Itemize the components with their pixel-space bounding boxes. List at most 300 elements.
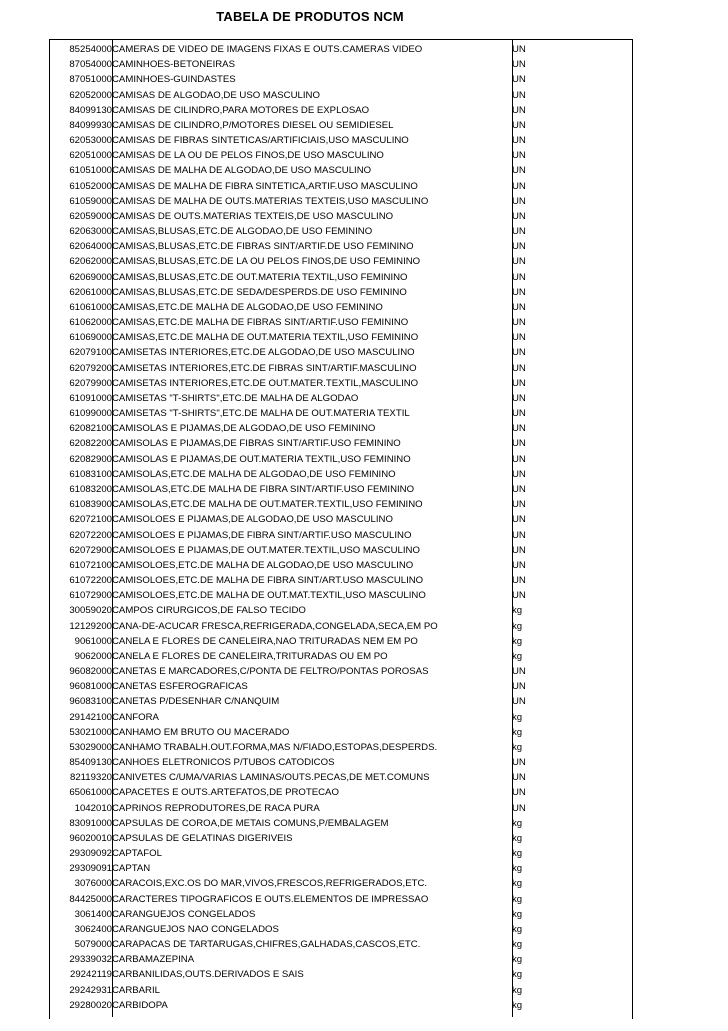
unit-of-measure: kg	[512, 605, 523, 617]
ncm-code: 61069000	[69, 332, 112, 344]
ncm-code: 85409130	[69, 757, 112, 769]
product-description: CARBIDOPA	[112, 999, 168, 1011]
unit-of-measure: UN	[512, 241, 526, 253]
table-row	[50, 103, 632, 118]
unit-of-measure: kg	[512, 908, 523, 920]
product-description: CAMISAS,ETC.DE MALHA DE ALGODAO,DE USO FEMININO	[112, 301, 383, 313]
product-description: CAMISOLOES E PIJAMAS,DE OUT.MATER.TEXTIL,USO MASCULINO	[112, 544, 420, 556]
ncm-code-cell	[50, 179, 112, 194]
product-description: CANETAS E MARCADORES,C/PONTA DE FELTRO/PONTAS POROSAS	[112, 666, 429, 678]
table-row	[50, 88, 632, 103]
table-row	[50, 983, 632, 998]
ncm-code: 3076000	[74, 878, 112, 890]
ncm-code-cell	[50, 861, 112, 876]
unit-of-measure: UN	[512, 666, 526, 678]
ncm-code: 62052000	[69, 89, 112, 101]
product-description: CARACOIS,EXC.OS DO MAR,VIVOS,FRESCOS,REFRIGERADOS,ETC.	[112, 878, 428, 890]
product-description: CAMISAS,BLUSAS,ETC.DE FIBRAS SINT/ARTIF.DE USO FEMININO	[112, 241, 414, 253]
ncm-code-cell	[50, 118, 112, 133]
product-description: CAPTAFOL	[112, 848, 162, 860]
table-row	[50, 801, 632, 816]
unit-of-measure: UN	[512, 347, 526, 359]
table-row	[50, 194, 632, 209]
ncm-code: 29309091	[69, 863, 112, 875]
ncm-code: 62069000	[69, 271, 112, 283]
product-description: CAMISOLOES,ETC.DE MALHA DE FIBRA SINT/ART.USO MASCULINO	[112, 575, 424, 587]
product-description: CARAPACAS DE TARTARUGAS,CHIFRES,GALHADAS,CASCOS,ETC.	[112, 939, 421, 951]
table-row	[50, 588, 632, 603]
ncm-code: 85254000	[69, 44, 112, 55]
table-row	[50, 224, 632, 239]
unit-of-measure: kg	[512, 984, 523, 996]
unit-of-measure: UN	[512, 757, 526, 769]
ncm-code-cell	[50, 345, 112, 360]
ncm-code-cell	[50, 497, 112, 512]
ncm-code: 96082000	[69, 666, 112, 678]
ncm-code: 62072100	[69, 514, 112, 526]
ncm-code: 61061000	[69, 301, 112, 313]
product-description: CAMISAS DE CILINDRO,P/MOTORES DIESEL OU SEMIDIESEL	[112, 119, 394, 131]
ncm-code: 96081000	[69, 681, 112, 693]
product-description: CAMISOLAS E PIJAMAS,DE OUT.MATERIA TEXTIL,USO FEMININO	[112, 453, 411, 465]
ncm-code-cell	[50, 983, 112, 998]
table-row	[50, 72, 632, 87]
ncm-code: 62064000	[69, 241, 112, 253]
table-row	[50, 482, 632, 497]
ncm-code: 62061000	[69, 286, 112, 298]
ncm-code-cell	[50, 755, 112, 770]
ncm-code: 62082100	[69, 423, 112, 435]
unit-of-measure: UN	[512, 301, 526, 313]
ncm-code-cell	[50, 148, 112, 163]
table-row	[50, 376, 632, 391]
product-description: CAMISAS,ETC.DE MALHA DE OUT.MATERIA TEXTIL,USO FEMININO	[112, 332, 419, 344]
ncm-code-cell	[50, 361, 112, 376]
unit-of-measure: UN	[512, 150, 526, 162]
ncm-code: 62072200	[69, 529, 112, 541]
table-row	[50, 725, 632, 740]
ncm-code-cell	[50, 664, 112, 679]
table-row	[50, 876, 632, 891]
table-row	[50, 300, 632, 315]
product-description: CANELA E FLORES DE CANELEIRA,TRITURADAS OU EM PO	[112, 650, 388, 662]
ncm-code-cell	[50, 482, 112, 497]
ncm-code-cell	[50, 952, 112, 967]
product-description: CAMISETAS INTERIORES,ETC.DE FIBRAS SINT/ARTIF.MASCULINO	[112, 362, 417, 374]
ncm-code-cell	[50, 922, 112, 937]
ncm-code: 87051000	[69, 74, 112, 86]
table-row	[50, 436, 632, 451]
ncm-code: 53021000	[69, 726, 112, 738]
unit-of-measure: UN	[512, 802, 526, 814]
table-row	[50, 512, 632, 527]
table-row	[50, 285, 632, 300]
product-description: CAMISAS DE CILINDRO,PARA MOTORES DE EXPLOSAO	[112, 104, 370, 116]
product-description: CARACTERES TIPOGRAFICOS E OUTS.ELEMENTOS DE IMPRESSAO	[112, 893, 429, 905]
ncm-code-cell	[50, 603, 112, 618]
table-row	[50, 679, 632, 694]
ncm-code: 29280020	[69, 999, 112, 1011]
ncm-code-cell	[50, 679, 112, 694]
ncm-code-cell	[50, 710, 112, 725]
unit-of-measure: UN	[512, 590, 526, 602]
ncm-code-cell	[50, 254, 112, 269]
unit-of-measure: UN	[512, 514, 526, 526]
ncm-code-cell	[50, 42, 112, 57]
ncm-code: 29142100	[69, 711, 112, 723]
product-description: CANHAMO EM BRUTO OU MACERADO	[112, 726, 290, 738]
table-row	[50, 649, 632, 664]
table-row	[50, 239, 632, 254]
table-row	[50, 118, 632, 133]
ncm-code: 84099130	[69, 104, 112, 116]
table-row	[50, 391, 632, 406]
unit-of-measure: UN	[512, 529, 526, 541]
table-row	[50, 179, 632, 194]
ncm-code-cell	[50, 103, 112, 118]
ncm-code: 61072900	[69, 590, 112, 602]
ncm-code: 96083100	[69, 696, 112, 708]
table-row	[50, 330, 632, 345]
unit-of-measure: kg	[512, 893, 523, 905]
table-row	[50, 634, 632, 649]
ncm-code: 9062000	[74, 650, 112, 662]
ncm-code: 29242119	[70, 969, 112, 981]
ncm-code-cell	[50, 543, 112, 558]
table-row	[50, 755, 632, 770]
table-row	[50, 497, 632, 512]
ncm-code: 62053000	[69, 135, 112, 147]
ncm-code-cell	[50, 512, 112, 527]
ncm-code-cell	[50, 406, 112, 421]
ncm-code: 61059000	[69, 195, 112, 207]
ncm-code: 62082200	[69, 438, 112, 450]
ncm-code-cell	[50, 376, 112, 391]
product-description: CANHOES ELETRONICOS P/TUBOS CATODICOS	[112, 757, 335, 769]
table-row	[50, 148, 632, 163]
ncm-code: 5079000	[74, 939, 112, 951]
ncm-code: 96020010	[69, 832, 112, 844]
table-row	[50, 57, 632, 72]
ncm-code: 1042010	[74, 802, 112, 814]
ncm-code-cell	[50, 239, 112, 254]
ncm-code-cell	[50, 315, 112, 330]
table-row	[50, 42, 632, 57]
ncm-code: 62082900	[69, 453, 112, 465]
table-row	[50, 452, 632, 467]
ncm-code: 84099930	[69, 119, 112, 131]
unit-of-measure: UN	[512, 135, 526, 147]
ncm-code-cell	[50, 72, 112, 87]
unit-of-measure: UN	[512, 787, 526, 799]
table-row	[50, 315, 632, 330]
unit-of-measure: UN	[512, 575, 526, 587]
unit-of-measure: kg	[512, 954, 523, 966]
product-description: CANFORA	[112, 711, 159, 723]
unit-of-measure: UN	[512, 468, 526, 480]
table-row	[50, 528, 632, 543]
ncm-code-cell	[50, 573, 112, 588]
unit-of-measure: UN	[512, 772, 526, 784]
product-description: CAPTAN	[112, 863, 151, 875]
table-row	[50, 998, 632, 1013]
ncm-code: 29309092	[69, 848, 112, 860]
table-row	[50, 846, 632, 861]
ncm-code-cell	[50, 801, 112, 816]
product-description: CAMISOLAS E PIJAMAS,DE ALGODAO,DE USO FEMININO	[112, 423, 376, 435]
unit-of-measure: UN	[512, 483, 526, 495]
unit-of-measure: kg	[512, 999, 523, 1011]
table-row	[50, 922, 632, 937]
ncm-code: 61083900	[69, 499, 112, 511]
ncm-code-cell	[50, 558, 112, 573]
product-description: CAMISOLAS,ETC.DE MALHA DE FIBRA SINT/ARTIF.USO FEMININO	[112, 483, 415, 495]
product-description: CAMERAS DE VIDEO DE IMAGENS FIXAS E OUTS.CAMERAS VIDEO	[112, 44, 423, 55]
unit-of-measure: UN	[512, 362, 526, 374]
ncm-code: 12129200	[69, 620, 112, 632]
ncm-code: 61051000	[69, 165, 112, 177]
unit-of-measure: UN	[512, 256, 526, 268]
table-row	[50, 937, 632, 952]
table-row	[50, 619, 632, 634]
ncm-code: 62062000	[69, 256, 112, 268]
ncm-code: 3061400	[74, 908, 112, 920]
unit-of-measure: kg	[512, 969, 523, 981]
product-description: CAMISOLAS E PIJAMAS,DE FIBRAS SINT/ARTIF.USO FEMININO	[112, 438, 401, 450]
ncm-code: 61072200	[69, 575, 112, 587]
ncm-code-cell	[50, 831, 112, 846]
product-description: CANIVETES C/UMA/VARIAS LAMINAS/OUTS.PECAS,DE MET.COMUNS	[112, 772, 430, 784]
product-description: CAMISAS,BLUSAS,ETC.DE LA OU PELOS FINOS,DE USO FEMININO	[112, 256, 421, 268]
ncm-code-cell	[50, 876, 112, 891]
unit-of-measure: UN	[512, 59, 526, 71]
ncm-code: 83091000	[69, 817, 112, 829]
unit-of-measure: kg	[512, 635, 523, 647]
product-description: CAMISAS DE OUTS.MATERIAS TEXTEIS,DE USO MASCULINO	[112, 210, 394, 222]
ncm-code: 61091000	[69, 392, 112, 404]
table-row	[50, 816, 632, 831]
table-row	[50, 543, 632, 558]
table-row	[50, 785, 632, 800]
product-description: CANELA E FLORES DE CANELEIRA,NAO TRITURADAS NEM EM PO	[112, 635, 418, 647]
ncm-code-cell	[50, 467, 112, 482]
unit-of-measure: kg	[512, 923, 523, 935]
product-description: CARANGUEJOS NAO CONGELADOS	[112, 923, 279, 935]
table-row	[50, 892, 632, 907]
unit-of-measure: kg	[512, 650, 523, 662]
unit-of-measure: UN	[512, 226, 526, 238]
table-row	[50, 361, 632, 376]
ncm-code: 61083200	[69, 483, 112, 495]
ncm-code: 61083100	[69, 468, 112, 480]
ncm-code: 61072100	[69, 559, 112, 571]
unit-of-measure: UN	[512, 44, 526, 55]
ncm-code-cell	[50, 285, 112, 300]
product-description: CAMINHOES-BETONEIRAS	[112, 59, 235, 71]
ncm-code-cell	[50, 391, 112, 406]
table-row	[50, 907, 632, 922]
ncm-code: 30059020	[69, 605, 112, 617]
ncm-code: 84425000	[69, 893, 112, 905]
ncm-code-cell	[50, 740, 112, 755]
product-description: CARBARIL	[112, 984, 160, 996]
table-row	[50, 770, 632, 785]
product-description: CAMISAS DE MALHA DE OUTS.MATERIAS TEXTEIS,USO MASCULINO	[112, 195, 429, 207]
product-description: CANHAMO TRABALH.OUT.FORMA,MAS N/FIADO,ESTOPAS,DESPERDS.	[112, 741, 438, 753]
unit-of-measure: UN	[512, 317, 526, 329]
unit-of-measure: kg	[512, 726, 523, 738]
unit-of-measure: UN	[512, 165, 526, 177]
product-description: CAMISAS,ETC.DE MALHA DE FIBRAS SINT/ARTIF.USO FEMININO	[112, 317, 409, 329]
ncm-code-cell	[50, 937, 112, 952]
ncm-code: 62063000	[69, 226, 112, 238]
ncm-code: 62079200	[69, 362, 112, 374]
product-description: CAMISETAS "T-SHIRTS",ETC.DE MALHA DE OUT.MATERIA TEXTIL	[112, 408, 410, 420]
product-description: CARBAMAZEPINA	[112, 954, 195, 966]
table-row	[50, 831, 632, 846]
product-description: CAMISOLOES E PIJAMAS,DE FIBRA SINT/ARTIF.USO MASCULINO	[112, 529, 412, 541]
product-description: CARANGUEJOS CONGELADOS	[112, 908, 256, 920]
ncm-code-cell	[50, 528, 112, 543]
ncm-code-cell	[50, 88, 112, 103]
table-row	[50, 209, 632, 224]
unit-of-measure: kg	[512, 620, 523, 632]
product-description: CARBANILIDAS,OUTS.DERIVADOS E SAIS	[112, 969, 304, 981]
unit-of-measure: UN	[512, 544, 526, 556]
table-row	[50, 467, 632, 482]
product-description: CAPACETES E OUTS.ARTEFATOS,DE PROTECAO	[112, 787, 339, 799]
unit-of-measure: UN	[512, 453, 526, 465]
unit-of-measure: UN	[512, 681, 526, 693]
ncm-code: 87054000	[69, 59, 112, 71]
ncm-code: 62079900	[69, 377, 112, 389]
product-description: CAMISAS,BLUSAS,ETC.DE OUT.MATERIA TEXTIL,USO FEMININO	[112, 271, 408, 283]
table-row	[50, 163, 632, 178]
product-description: CAMISETAS "T-SHIRTS",ETC.DE MALHA DE ALGODAO	[112, 392, 359, 404]
product-description: CAMISAS DE LA OU DE PELOS FINOS,DE USO MASCULINO	[112, 150, 384, 162]
unit-of-measure: UN	[512, 89, 526, 101]
unit-of-measure: UN	[512, 559, 526, 571]
ncm-product-table	[50, 42, 632, 1013]
product-description: CAMISOLAS,ETC.DE MALHA DE ALGODAO,DE USO FEMININO	[112, 468, 396, 480]
product-description: CANETAS P/DESENHAR C/NANQUIM	[112, 696, 280, 708]
ncm-code-cell	[50, 421, 112, 436]
table-row	[50, 345, 632, 360]
ncm-code-cell	[50, 770, 112, 785]
unit-of-measure: kg	[512, 863, 523, 875]
unit-of-measure: UN	[512, 499, 526, 511]
table-row	[50, 967, 632, 982]
unit-of-measure: kg	[512, 848, 523, 860]
table-row	[50, 133, 632, 148]
ncm-code-cell	[50, 452, 112, 467]
ncm-code-cell	[50, 998, 112, 1013]
unit-of-measure: UN	[512, 438, 526, 450]
unit-of-measure: UN	[512, 74, 526, 86]
ncm-code-cell	[50, 224, 112, 239]
product-description: CAMISAS DE ALGODAO,DE USO MASCULINO	[112, 89, 320, 101]
unit-of-measure: kg	[512, 817, 523, 829]
ncm-code: 62072900	[69, 544, 112, 556]
ncm-code: 65061000	[69, 787, 112, 799]
ncm-code-cell	[50, 725, 112, 740]
product-description: CAPSULAS DE GELATINAS DIGERIVEIS	[112, 832, 293, 844]
table-row	[50, 664, 632, 679]
unit-of-measure: UN	[512, 696, 526, 708]
unit-of-measure: UN	[512, 271, 526, 283]
table-row	[50, 952, 632, 967]
product-description: CAMISAS DE FIBRAS SINTETICAS/ARTIFICIAIS,USO MASCULINO	[112, 135, 409, 147]
table-row	[50, 694, 632, 709]
table-row	[50, 406, 632, 421]
ncm-code: 61099000	[69, 408, 112, 420]
table-row	[50, 861, 632, 876]
unit-of-measure: UN	[512, 286, 526, 298]
unit-of-measure: kg	[512, 832, 523, 844]
ncm-code-cell	[50, 209, 112, 224]
ncm-code: 62059000	[69, 210, 112, 222]
product-description: CAMISOLOES,ETC.DE MALHA DE ALGODAO,DE USO MASCULINO	[112, 559, 414, 571]
ncm-code-cell	[50, 588, 112, 603]
page-title: TABELA DE PRODUTOS NCM	[216, 9, 404, 24]
table-row	[50, 603, 632, 618]
ncm-code: 53029000	[69, 741, 112, 753]
ncm-code-cell	[50, 619, 112, 634]
ncm-code-cell	[50, 436, 112, 451]
product-description: CAMISETAS INTERIORES,ETC.DE OUT.MATER.TEXTIL,MASCULINO	[112, 377, 419, 389]
unit-of-measure: kg	[512, 711, 523, 723]
product-description: CAPSULAS DE COROA,DE METAIS COMUNS,P/EMBALAGEM	[112, 817, 389, 829]
table-row	[50, 558, 632, 573]
ncm-code-cell	[50, 694, 112, 709]
product-description: CAMISAS DE MALHA DE ALGODAO,DE USO MASCULINO	[112, 165, 372, 177]
ncm-code-cell	[50, 133, 112, 148]
unit-of-measure: UN	[512, 332, 526, 344]
table-row	[50, 573, 632, 588]
unit-of-measure: kg	[512, 939, 523, 951]
ncm-code: 61052000	[69, 180, 112, 192]
ncm-code-cell	[50, 785, 112, 800]
table-row	[50, 740, 632, 755]
ncm-code-cell	[50, 967, 112, 982]
product-description: CAMISETAS INTERIORES,ETC.DE ALGODAO,DE USO MASCULINO	[112, 347, 415, 359]
ncm-code-cell	[50, 892, 112, 907]
product-description: CAMISOLOES E PIJAMAS,DE ALGODAO,DE USO MASCULINO	[112, 514, 393, 526]
ncm-code: 62079100	[69, 347, 112, 359]
ncm-code-cell	[50, 57, 112, 72]
unit-of-measure: UN	[512, 423, 526, 435]
ncm-code: 82119320	[70, 772, 112, 784]
product-description: CANETAS ESFEROGRAFICAS	[112, 681, 248, 693]
unit-of-measure: kg	[512, 878, 523, 890]
ncm-code-cell	[50, 634, 112, 649]
table-row	[50, 254, 632, 269]
ncm-code-cell	[50, 846, 112, 861]
product-description: CAMISOLOES,ETC.DE MALHA DE OUT.MAT.TEXTIL,USO MASCULINO	[112, 590, 426, 602]
table-row	[50, 710, 632, 725]
ncm-code: 61062000	[69, 317, 112, 329]
unit-of-measure: UN	[512, 408, 526, 420]
product-description: CAMISAS DE MALHA DE FIBRA SINTETICA,ARTIF.USO MASCULINO	[112, 180, 418, 192]
product-description: CAMISAS,BLUSAS,ETC.DE ALGODAO,DE USO FEMININO	[112, 226, 373, 238]
ncm-code-cell	[50, 300, 112, 315]
ncm-code-cell	[50, 330, 112, 345]
ncm-code: 29339032	[69, 954, 112, 966]
product-description: CAMISOLAS,ETC.DE MALHA DE OUT.MATER.TEXTIL,USO FEMININO	[112, 499, 423, 511]
ncm-code-cell	[50, 270, 112, 285]
product-description: CAPRINOS REPRODUTORES,DE RACA PURA	[112, 802, 320, 814]
table-row	[50, 421, 632, 436]
